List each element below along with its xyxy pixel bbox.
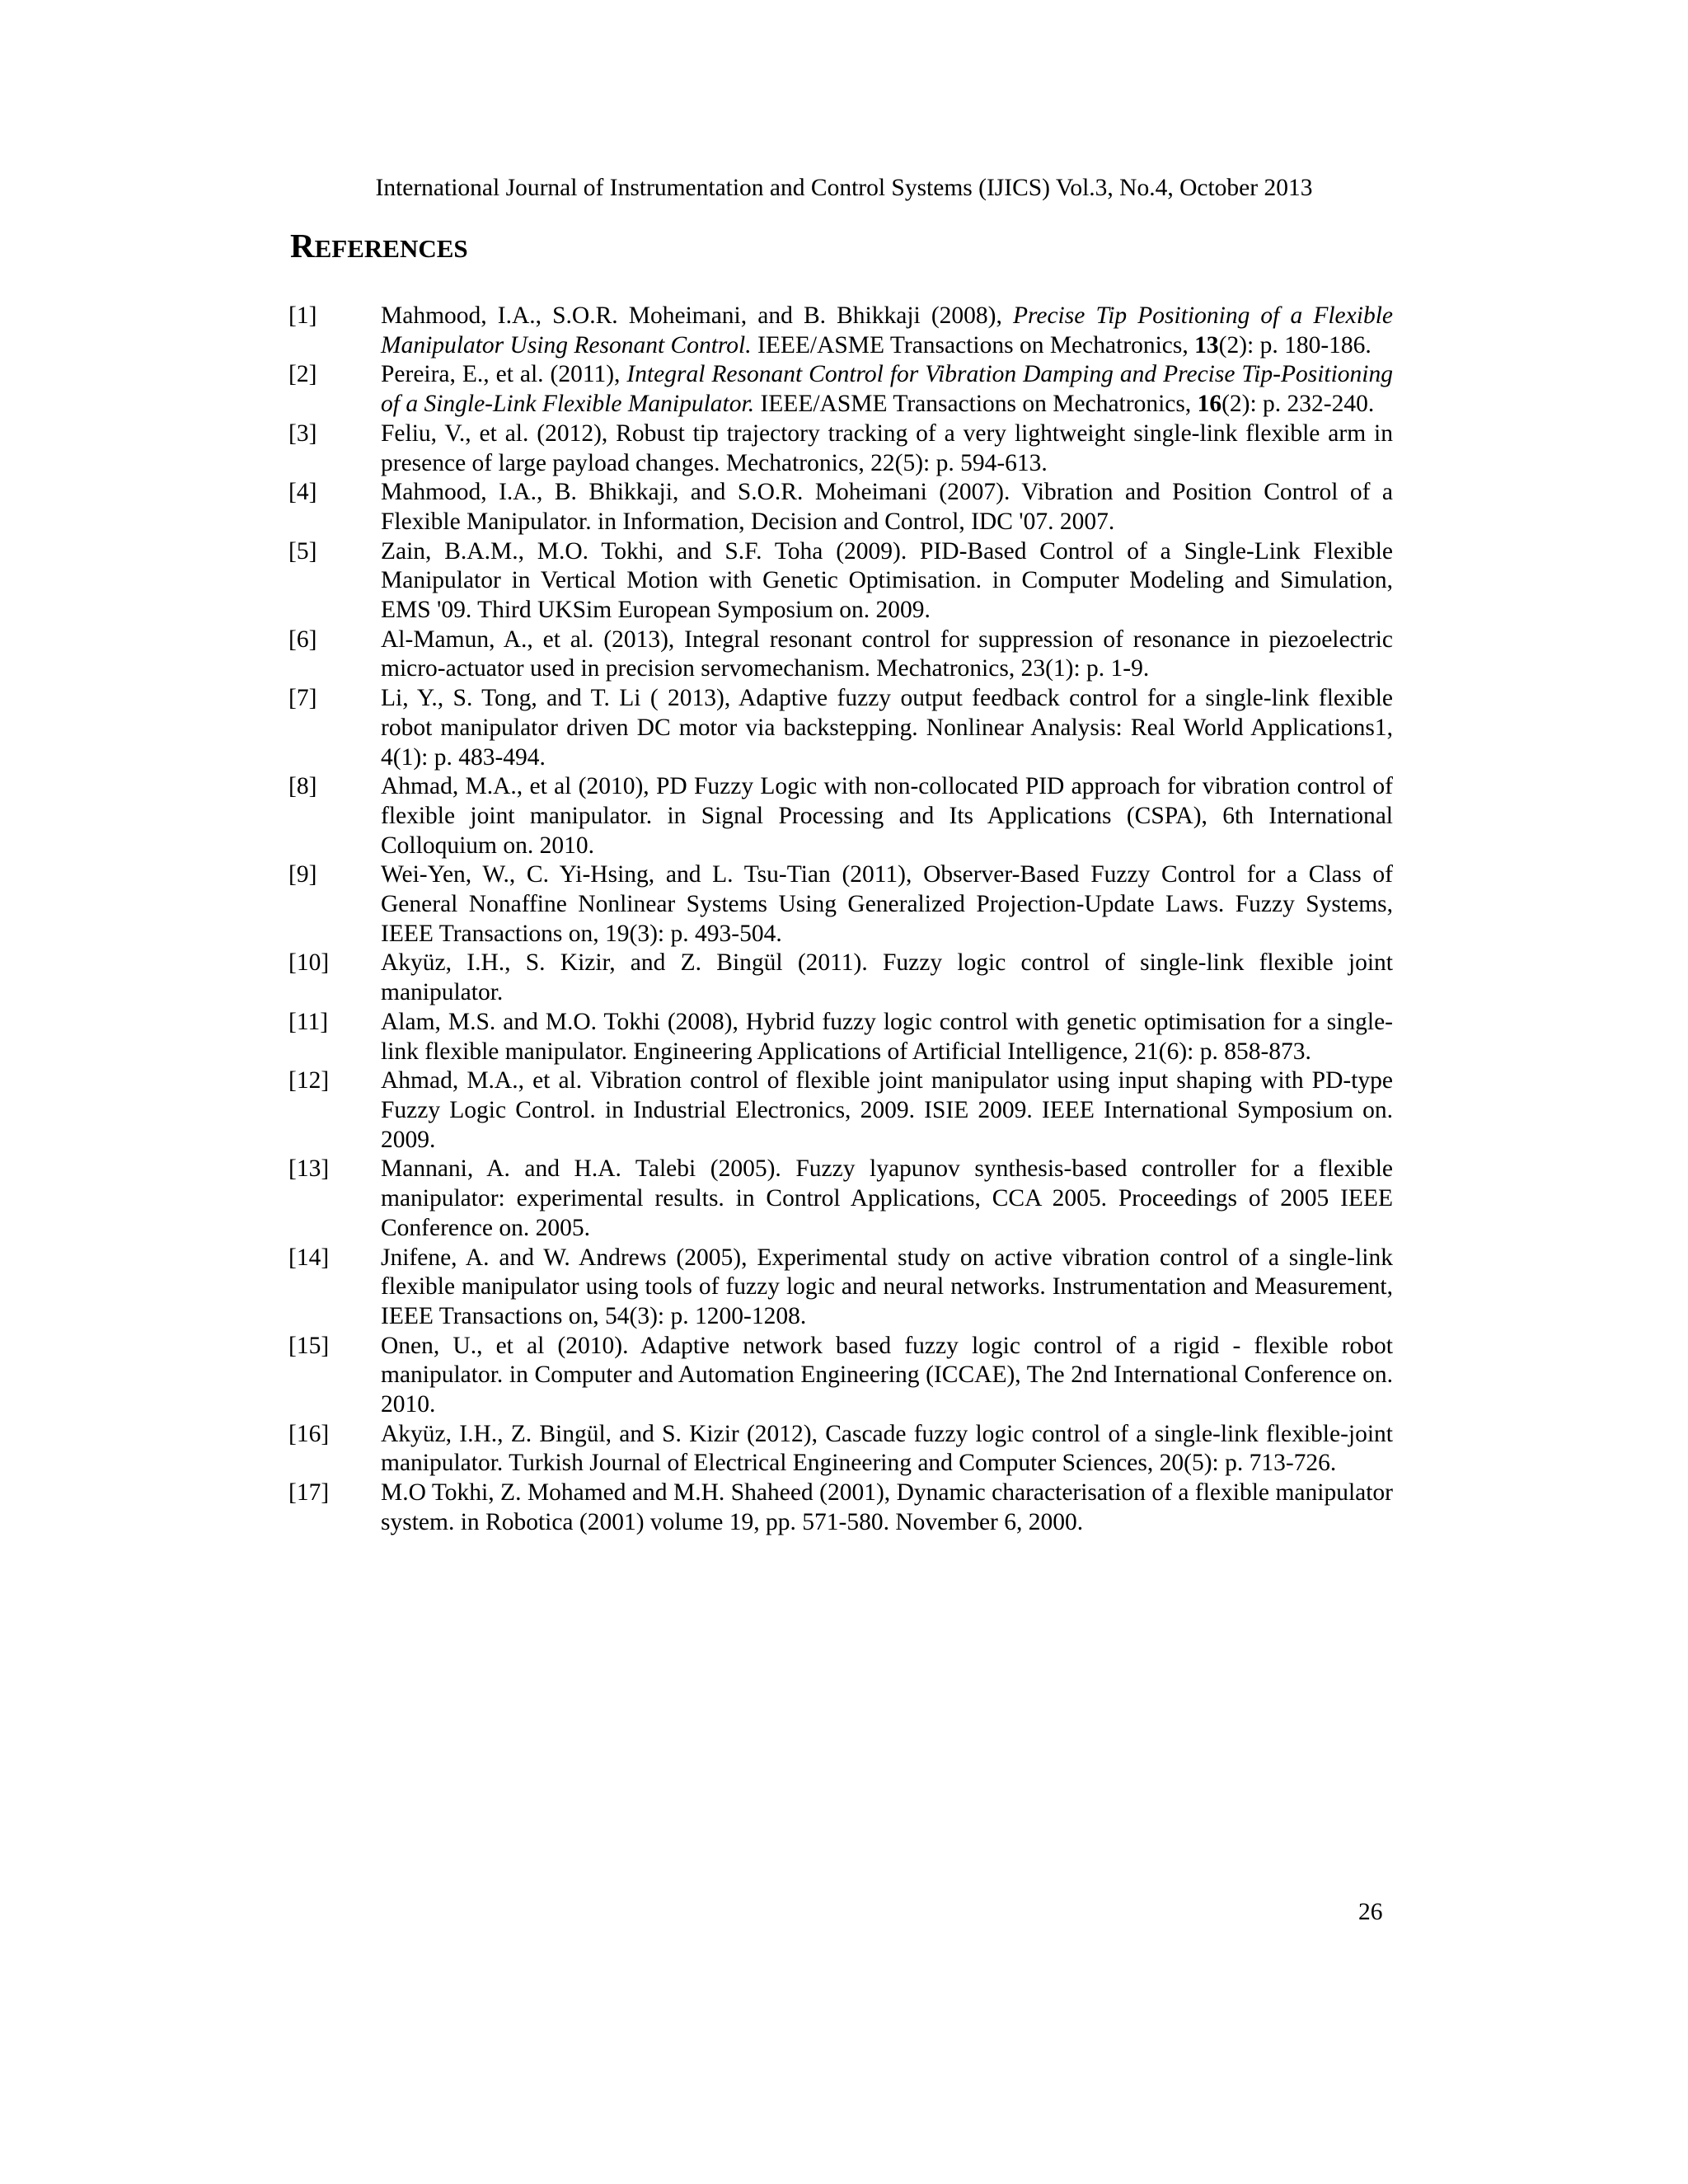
- reference-text: Feliu, V., et al. (2012), Robust tip trajectory tracking of a very lightweight single-link flexible arm in presence of large payload changes. Mechatronics, 22(5): p. 594-613.: [381, 419, 1393, 476]
- running-header: International Journal of Instrumentation and Control Systems (IJICS) Vol.3, No.4, October 2013: [375, 175, 1313, 201]
- reference-title: Integral Resonant Control for Vibration Damping and Precise Tip-Positioning of a Single-Link Flexible Manipulator.: [381, 361, 1394, 418]
- reference-volume: 16: [1197, 391, 1222, 418]
- reference-number: [4]: [288, 479, 317, 506]
- reference-text: Alam, M.S. and M.O. Tokhi (2008), Hybrid fuzzy logic control with genetic optimisation for a single-link flexible manipulator. Engineering Applications of Artificial Intelligence, 21(6): p. 858-873.: [381, 1008, 1393, 1065]
- reference-item: [288, 1066, 1393, 1155]
- reference-pages: (2): p. 180-186.: [1218, 331, 1372, 359]
- reference-item: [288, 860, 1393, 949]
- reference-volume: 13: [1194, 331, 1219, 359]
- reference-item: [288, 360, 1393, 419]
- reference-item: [288, 1332, 1393, 1420]
- reference-number: [16]: [288, 1420, 330, 1447]
- reference-item: [288, 478, 1393, 537]
- reference-text: Al-Mamun, A., et al. (2013), Integral resonant control for suppression of resonance in piezoelectric micro-actuator used in precision servomechanism. Mechatronics, 23(1): p. 1-9.: [381, 626, 1393, 682]
- section-title: [290, 224, 468, 270]
- reference-number: [15]: [288, 1332, 330, 1359]
- reference-authors: Mahmood, I.A., S.O.R. Moheimani, and B. Bhikkaji (2008),: [381, 302, 1013, 329]
- reference-item: [288, 1479, 1393, 1537]
- reference-text: Ahmad, M.A., et al (2010), PD Fuzzy Logic with non-collocated PID approach for vibration control of flexible joint manipulator. in Signal Processing and Its Applications (CSPA), 6th International Colloquium on. 2010.: [381, 773, 1393, 859]
- reference-item: [288, 1244, 1393, 1332]
- reference-pages: (2): p. 232-240.: [1221, 391, 1375, 418]
- reference-item: [288, 1008, 1393, 1066]
- reference-text: Mannani, A. and H.A. Talebi (2005). Fuzzy lyapunov synthesis-based controller for a flexible manipulator: experimental results. in Control Applications, CCA 2005. Proceedings of 2005 IEEE Conference on. 2005.: [381, 1155, 1393, 1241]
- reference-item: [288, 1155, 1393, 1243]
- reference-text: Ahmad, M.A., et al. Vibration control of flexible joint manipulator using input shaping with PD-type Fuzzy Logic Control. in Industrial Electronics, 2009. ISIE 2009. IEEE International Symposium on. 2009.: [381, 1067, 1393, 1153]
- reference-number: [17]: [288, 1479, 330, 1507]
- reference-number: [2]: [288, 361, 317, 388]
- reference-text: Wei-Yen, W., C. Yi-Hsing, and L. Tsu-Tian (2011), Observer-Based Fuzzy Control for a Class of General Nonaffine Nonlinear Systems Using Generalized Projection-Update Laws. Fuzzy Systems, IEEE Transactions on, 19(3): p. 493-504.: [381, 861, 1393, 947]
- reference-item: [288, 626, 1393, 684]
- reference-number: [6]: [288, 626, 317, 653]
- reference-number: [5]: [288, 537, 317, 565]
- reference-item: [288, 419, 1393, 478]
- section-title-rest: EFERENCES: [314, 234, 468, 263]
- reference-item: [288, 949, 1393, 1007]
- reference-authors: Pereira, E., et al. (2011),: [381, 361, 627, 388]
- section-title-initial: R: [290, 227, 315, 265]
- reference-list: [288, 302, 1393, 1538]
- reference-text: Akyüz, I.H., S. Kizir, and Z. Bingül (2011). Fuzzy logic control of single-link flexible joint manipulator.: [381, 949, 1393, 1006]
- reference-number: [10]: [288, 949, 330, 977]
- reference-item: [288, 1420, 1393, 1479]
- reference-number: [7]: [288, 685, 317, 712]
- reference-number: [14]: [288, 1244, 330, 1271]
- reference-number: [8]: [288, 773, 317, 800]
- reference-number: [9]: [288, 861, 317, 888]
- reference-item: [288, 684, 1393, 772]
- reference-text: Akyüz, I.H., Z. Bingül, and S. Kizir (2012), Cascade fuzzy logic control of a single-link flexible-joint manipulator. Turkish Journal of Electrical Engineering and Computer Sciences, 20(5): p. 713-726.: [381, 1420, 1393, 1477]
- reference-number: [1]: [288, 302, 317, 329]
- reference-number: [3]: [288, 419, 317, 447]
- reference-item: [288, 772, 1393, 860]
- reference-text: [381, 360, 1393, 419]
- reference-venue: IEEE/ASME Transactions on Mechatronics,: [751, 331, 1195, 359]
- reference-text: Jnifene, A. and W. Andrews (2005), Experimental study on active vibration control of a single-link flexible manipulator using tools of fuzzy logic and neural networks. Instrumentation and Measurement, IEEE Transactions on, 54(3): p. 1200-1208.: [381, 1244, 1393, 1329]
- reference-text: [381, 302, 1393, 360]
- page-number: 26: [1358, 1899, 1383, 1925]
- reference-number: [11]: [288, 1008, 329, 1035]
- reference-text: Zain, B.A.M., M.O. Tokhi, and S.F. Toha (2009). PID-Based Control of a Single-Link Flexible Manipulator in Vertical Motion with Genetic Optimisation. in Computer Modeling and Simulation, EMS '09. Third UKSim European Symposium on. 2009.: [381, 537, 1393, 624]
- reference-number: [12]: [288, 1067, 330, 1094]
- reference-title: Precise Tip Positioning of a Flexible Manipulator Using Resonant Control.: [381, 302, 1393, 359]
- reference-venue: IEEE/ASME Transactions on Mechatronics,: [754, 391, 1198, 418]
- reference-text: Mahmood, I.A., B. Bhikkaji, and S.O.R. Moheimani (2007). Vibration and Position Control of a Flexible Manipulator. in Information, Decision and Control, IDC '07. 2007.: [381, 479, 1393, 535]
- reference-item: [288, 537, 1393, 626]
- reference-text: Li, Y., S. Tong, and T. Li ( 2013), Adaptive fuzzy output feedback control for a single-link flexible robot manipulator driven DC motor via backstepping. Nonlinear Analysis: Real World Applications1, 4(1): p. 483-494.: [381, 685, 1393, 771]
- reference-number: [13]: [288, 1155, 330, 1183]
- reference-text: Onen, U., et al (2010). Adaptive network based fuzzy logic control of a rigid - flexible robot manipulator. in Computer and Automation Engineering (ICCAE), The 2nd International Conference on. 2010.: [381, 1332, 1393, 1418]
- reference-item: [288, 302, 1393, 360]
- reference-text: M.O Tokhi, Z. Mohamed and M.H. Shaheed (2001), Dynamic characterisation of a flexible manipulator system. in Robotica (2001) volume 19, pp. 571-580. November 6, 2000.: [381, 1479, 1393, 1535]
